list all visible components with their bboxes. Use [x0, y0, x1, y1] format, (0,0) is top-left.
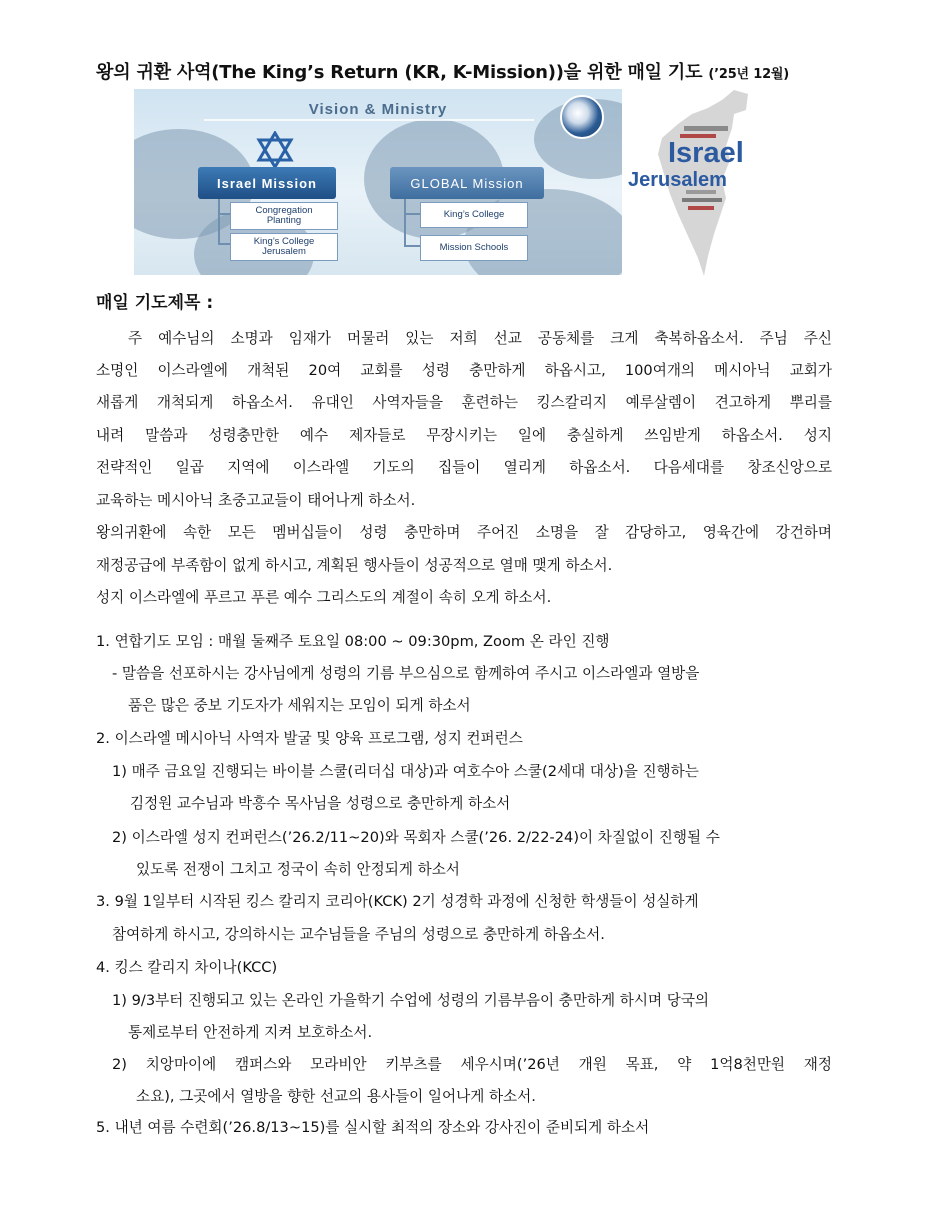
list-item: 3. 9월 1일부터 시작된 킹스 칼리지 코리아(KCK) 2기 성경학 과정에 신청한 학생들이 성실하게	[96, 893, 699, 910]
intro-line: 내려 말씀과 성령충만한 예수 제자들로 무장시키는 일에 충실하게 쓰임받게 하옵소서. 성지	[96, 427, 832, 444]
mission-schools-box: Mission Schools	[420, 235, 528, 261]
congregation-planting-box: Congregation Planting	[230, 202, 338, 230]
intro-line: 전략적인 일곱 지역에 이스라엘 기도의 집들이 열리게 하옵소서. 다음세대를 창조신앙으로	[96, 459, 832, 476]
intro-line: 새롭게 개척되게 하옵소서. 유대인 사역자들을 훈련하는 킹스칼리지 예루살렘이 견고하게 뿌리를	[96, 394, 832, 411]
list-item: 2) 치앙마이에 캠퍼스와 모라비안 키부츠를 세우시며(’26년 개원 목표, 약 1억8천만원 재정	[112, 1056, 832, 1073]
kings-college-jerusalem-box: King’s College Jerusalem	[230, 233, 338, 261]
list-item: 1) 9/3부터 진행되고 있는 온라인 가을학기 수업에 성령의 기름부음이 충만하게 하시며 당국의	[112, 992, 710, 1009]
list-item: 참여하게 하시고, 강의하시는 교수님들을 주님의 성령으로 충만하게 하옵소서.	[112, 926, 605, 943]
vision-ministry-banner	[134, 89, 622, 275]
list-item: 1) 매주 금요일 진행되는 바이블 스쿨(리더십 대상)과 여호수아 스쿨(2세대 대상)을 진행하는	[112, 763, 699, 780]
star-of-david-icon	[256, 131, 294, 169]
israel-mission-box: Israel Mission	[198, 167, 336, 199]
document-title	[96, 58, 856, 84]
list-item: - 말씀을 선포하시는 강사님에게 성령의 기름 부으심으로 함께하여 주시고 이스라엘과 열방을	[112, 665, 700, 682]
list-item: 있도록 전쟁이 그치고 정국이 속히 안정되게 하소서	[136, 861, 460, 878]
title-date: (’25년 12월)	[708, 67, 790, 82]
list-item: 소요), 그곳에서 열방을 향한 선교의 용사들이 일어나게 하소서.	[136, 1088, 536, 1105]
list-item: 2. 이스라엘 메시아닉 사역자 발굴 및 양육 프로그램, 성지 컨퍼런스	[96, 730, 523, 747]
banner-heading: Vision & Ministry	[308, 101, 448, 118]
list-item: 통제로부터 안전하게 지켜 보호하소서.	[128, 1024, 373, 1041]
list-item: 김정원 교수님과 박흥수 목사님을 성령으로 충만하게 하소서	[130, 795, 511, 812]
list-item: 2) 이스라엘 성지 컨퍼런스(’26.2/11~20)와 목회자 스쿨(’26. 2/22-24)이 차질없이 진행될 수	[112, 829, 720, 846]
map-word-jerusalem: Jerusalem	[628, 169, 727, 191]
global-mission-box: GLOBAL Mission	[390, 167, 544, 199]
map-word-israel: Israel	[668, 137, 744, 169]
intro-line: 재정공급에 부족함이 없게 하시고, 계획된 행사들이 성공적으로 열매 맺게 하소서.	[96, 557, 613, 574]
list-item: 5. 내년 여름 수련회(’26.8/13~15)를 실시할 최적의 장소와 강사진이 준비되게 하소서	[96, 1119, 650, 1136]
kings-college-box: King’s College	[420, 202, 528, 228]
list-item: 4. 킹스 칼리지 차이나(KCC)	[96, 959, 278, 976]
list-item: 품은 많은 중보 기도자가 세워지는 모임이 되게 하소서	[128, 697, 471, 714]
israel-map-wordcloud	[622, 88, 784, 278]
intro-line: 교육하는 메시아닉 초중고교들이 태어나게 하소서.	[96, 492, 416, 509]
intro-line: 왕의귀환에 속한 모든 멤버십들이 성령 충만하며 주어진 소명을 잘 감당하고, 영육간에 강건하며	[96, 524, 832, 541]
intro-line: 성지 이스라엘에 푸르고 푸른 예수 그리스도의 계절이 속히 오게 하소서.	[96, 589, 552, 606]
list-item: 1. 연합기도 모임 : 매월 둘째주 토요일 08:00 ~ 09:30pm, Zoom 온 라인 진행	[96, 633, 610, 650]
title-text: 왕의 귀환 사역(The King’s Return (KR, K-Mission))을 위한 매일 기도	[96, 62, 703, 83]
intro-line: 주 예수님의 소명과 임재가 머물러 있는 저희 선교 공동체를 크게 축복하옵소서. 주님 주신	[128, 330, 832, 347]
intro-line: 소명인 이스라엘에 개척된 20여 교회를 성령 충만하게 하옵시고, 100여개의 메시아닉 교회가	[96, 362, 832, 379]
globe-emblem-icon	[560, 95, 604, 139]
section-title: 매일 기도제목 :	[96, 293, 214, 313]
